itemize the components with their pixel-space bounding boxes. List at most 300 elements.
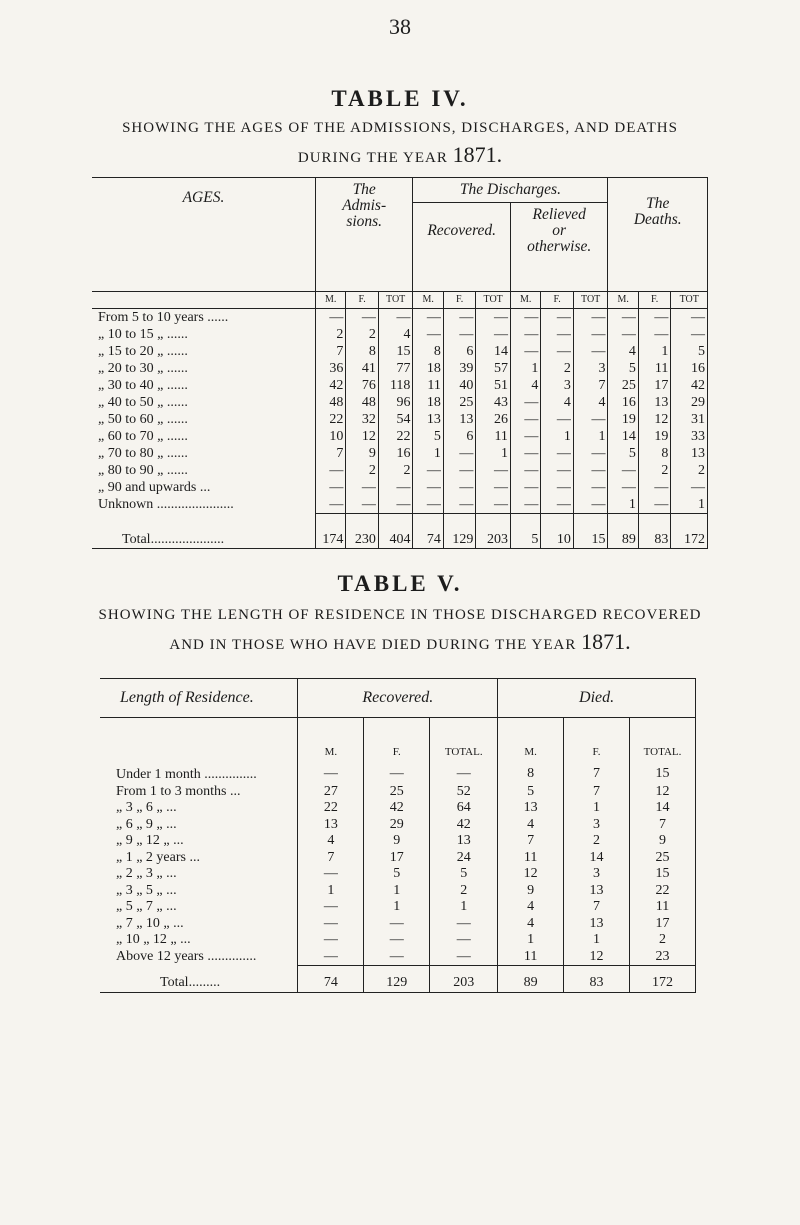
table-cell: 7 <box>315 445 345 462</box>
table-cell: 9 <box>346 445 379 462</box>
table-cell: — <box>573 496 608 514</box>
row-label: From 1 to 3 months ... <box>116 783 241 799</box>
total-cell: 172 <box>671 514 708 549</box>
header-m: M. <box>315 292 345 309</box>
table-cell: — <box>298 765 364 784</box>
table-cell: — <box>608 309 638 327</box>
total-cell: 404 <box>378 514 413 549</box>
table-cell: 14 <box>476 343 511 360</box>
table-cell: — <box>671 309 708 327</box>
table-cell: — <box>573 309 608 327</box>
table-v-title: TABLE V. <box>337 571 463 596</box>
table-cell: 22 <box>298 800 364 817</box>
table-cell: 4 <box>378 326 413 343</box>
header-discharges: The Discharges. <box>413 178 608 203</box>
table-cell: — <box>638 326 671 343</box>
row-label: „ 80 to 90 „ ...... <box>98 463 188 478</box>
table-cell: 22 <box>378 428 413 445</box>
table-cell: 7 <box>573 377 608 394</box>
table-row <box>92 309 708 327</box>
row-label: „ 6 „ 9 „ ... <box>116 816 177 832</box>
total-row <box>100 966 696 993</box>
table-row <box>92 377 708 394</box>
table-cell: 11 <box>413 377 443 394</box>
row-label: From 5 to 10 years ...... <box>98 310 229 325</box>
table-cell: 1 <box>413 445 443 462</box>
table-cell: 13 <box>564 883 630 900</box>
table-cell: 5 <box>608 360 638 377</box>
table-cell: 7 <box>498 833 564 850</box>
table-cell: — <box>573 479 608 496</box>
table-row <box>92 326 708 343</box>
table-cell: — <box>364 949 430 966</box>
table-cell: 4 <box>498 916 564 933</box>
total-cell: 15 <box>573 514 608 549</box>
table-cell: 18 <box>413 360 443 377</box>
table-cell: 9 <box>364 833 430 850</box>
table-cell: — <box>638 479 671 496</box>
table-cell: — <box>378 496 413 514</box>
table-cell: — <box>510 309 540 327</box>
table-cell: 23 <box>630 949 696 966</box>
total-row <box>92 514 708 549</box>
table-cell: — <box>541 462 574 479</box>
table-row <box>92 394 708 411</box>
header-f: F. <box>564 718 630 766</box>
table-cell: 1 <box>541 428 574 445</box>
table-cell: — <box>510 462 540 479</box>
table-cell: 33 <box>671 428 708 445</box>
row-label: „ 9 „ 12 „ ... <box>116 833 184 848</box>
row-label: „ 10 „ 12 „ ... <box>116 932 191 947</box>
residence-table <box>100 678 696 993</box>
table-v-subtitle-line1: SHOWING THE LENGTH OF RESIDENCE IN THOSE DISCHARGED RECOVERED <box>98 607 702 623</box>
table-cell: — <box>573 411 608 428</box>
table-cell: — <box>443 479 476 496</box>
table-cell: — <box>638 309 671 327</box>
table-row <box>92 479 708 496</box>
table-cell: 29 <box>671 394 708 411</box>
table-cell: 48 <box>346 394 379 411</box>
row-label: Unknown ...................... <box>98 497 234 513</box>
table-cell: 7 <box>298 850 364 867</box>
table-cell: 14 <box>630 800 696 817</box>
table-cell: — <box>541 309 574 327</box>
header-admissions-l1: The <box>352 181 376 198</box>
table-cell: — <box>541 343 574 360</box>
table-cell: 2 <box>671 462 708 479</box>
table-cell: 13 <box>564 916 630 933</box>
table-row <box>100 765 696 784</box>
table-cell: 14 <box>564 850 630 867</box>
table-cell: — <box>443 445 476 462</box>
ages-table <box>92 177 708 549</box>
table-cell: — <box>608 479 638 496</box>
total-label: Total..................... <box>92 514 315 549</box>
table-cell: 13 <box>671 445 708 462</box>
table-cell: 16 <box>378 445 413 462</box>
table-cell: 2 <box>346 326 379 343</box>
header-total: TOTAL. <box>430 718 498 766</box>
table-cell: 10 <box>315 428 345 445</box>
table-cell: — <box>430 932 498 949</box>
table-cell: 5 <box>671 343 708 360</box>
table-cell: 15 <box>630 765 696 784</box>
header-tot: TOT <box>378 292 413 309</box>
table-row <box>92 445 708 462</box>
row-label: „ 10 to 15 „ ...... <box>98 327 188 342</box>
table-cell: 39 <box>443 360 476 377</box>
table-cell: 9 <box>630 833 696 850</box>
table-cell: 76 <box>346 377 379 394</box>
table-cell: 57 <box>476 360 511 377</box>
table-cell: 42 <box>315 377 345 394</box>
table-cell: 4 <box>498 899 564 916</box>
table-cell: 1 <box>564 932 630 949</box>
table-cell: — <box>378 309 413 327</box>
total-cell: 89 <box>608 514 638 549</box>
table-cell: — <box>364 765 430 784</box>
table-cell: 13 <box>443 411 476 428</box>
table-row <box>100 883 696 900</box>
table-cell: 29 <box>364 817 430 834</box>
table-row <box>100 817 696 834</box>
table-cell: 42 <box>671 377 708 394</box>
table-cell: 1 <box>564 800 630 817</box>
header-length: Length of Residence. <box>100 679 298 718</box>
table-cell: 4 <box>541 394 574 411</box>
header-deaths-l2: Deaths. <box>633 211 682 228</box>
ages-table-body <box>92 309 708 549</box>
table-cell: — <box>413 309 443 327</box>
table-cell: 4 <box>608 343 638 360</box>
row-label: „ 15 to 20 „ ...... <box>98 344 188 359</box>
table-cell: 5 <box>608 445 638 462</box>
table-cell: 1 <box>638 343 671 360</box>
total-label: Total......... <box>100 966 298 993</box>
table-cell: 2 <box>564 833 630 850</box>
table-cell: — <box>671 326 708 343</box>
table-cell: 13 <box>638 394 671 411</box>
total-cell: 230 <box>346 514 379 549</box>
table-cell: — <box>443 496 476 514</box>
table-cell: — <box>510 479 540 496</box>
table-cell: 1 <box>573 428 608 445</box>
table-cell: 2 <box>346 462 379 479</box>
header-tot: TOT <box>476 292 511 309</box>
table-cell: — <box>315 309 345 327</box>
table-cell: 1 <box>364 883 430 900</box>
row-label: Under 1 month ............... <box>116 767 257 782</box>
table-row <box>92 496 708 514</box>
header-f: F. <box>364 718 430 766</box>
header-relieved-l3: otherwise. <box>527 238 592 255</box>
table-cell: 54 <box>378 411 413 428</box>
table-cell: 64 <box>430 800 498 817</box>
table-cell: 8 <box>346 343 379 360</box>
header-m: M. <box>608 292 638 309</box>
table-cell: 96 <box>378 394 413 411</box>
table-cell: 1 <box>298 883 364 900</box>
table-cell: 17 <box>630 916 696 933</box>
header-relieved-l2: or <box>552 222 567 239</box>
total-cell: 83 <box>564 966 630 993</box>
table-cell: 1 <box>476 445 511 462</box>
table-cell: — <box>430 949 498 966</box>
table-cell: — <box>573 343 608 360</box>
table-cell: 5 <box>430 866 498 883</box>
table-cell: — <box>378 479 413 496</box>
row-label: „ 3 „ 6 „ ... <box>116 800 177 815</box>
table-row <box>92 360 708 377</box>
table-cell: — <box>510 394 540 411</box>
table-cell: 25 <box>630 850 696 867</box>
header-f: F. <box>443 292 476 309</box>
table-row <box>100 833 696 850</box>
table-cell: 2 <box>630 932 696 949</box>
table-cell: 19 <box>638 428 671 445</box>
table-cell: 8 <box>638 445 671 462</box>
table-row <box>92 411 708 428</box>
table-cell: 1 <box>608 496 638 514</box>
header-admissions-l3: sions. <box>346 213 383 230</box>
table-row <box>100 899 696 916</box>
table-cell: 1 <box>498 932 564 949</box>
header-admissions <box>315 178 413 292</box>
table-row <box>100 932 696 949</box>
total-cell: 129 <box>443 514 476 549</box>
total-cell: 5 <box>510 514 540 549</box>
table-cell: 2 <box>430 883 498 900</box>
header-empty <box>92 292 315 309</box>
table-cell: — <box>413 326 443 343</box>
table-iv-subtitle-text: DURING THE YEAR <box>297 150 448 166</box>
row-label: „ 60 to 70 „ ...... <box>98 429 188 444</box>
table-cell: 2 <box>378 462 413 479</box>
table-cell: 9 <box>498 883 564 900</box>
header-total: TOTAL. <box>630 718 696 766</box>
table-cell: — <box>315 462 345 479</box>
table-cell: 7 <box>315 343 345 360</box>
table-row <box>100 866 696 883</box>
table-cell: — <box>541 326 574 343</box>
header-relieved <box>510 203 608 292</box>
table-cell: 12 <box>638 411 671 428</box>
header-m: M. <box>413 292 443 309</box>
row-label: Above 12 years .............. <box>116 948 257 964</box>
table-cell: 6 <box>443 343 476 360</box>
table-cell: 19 <box>608 411 638 428</box>
row-label: „ 1 „ 2 years ... <box>116 849 200 865</box>
table-cell: — <box>298 866 364 883</box>
row-label: „ 40 to 50 „ ...... <box>98 395 188 410</box>
table-cell: 42 <box>430 817 498 834</box>
table-cell: 17 <box>364 850 430 867</box>
table-cell: 27 <box>298 784 364 801</box>
table-cell: 77 <box>378 360 413 377</box>
table-cell: 7 <box>564 784 630 801</box>
table-cell: — <box>541 479 574 496</box>
table-cell: — <box>541 496 574 514</box>
header-relieved-l1: Relieved <box>532 206 586 223</box>
header-f: F. <box>638 292 671 309</box>
table-cell: — <box>510 343 540 360</box>
table-cell: 2 <box>638 462 671 479</box>
table-cell: 31 <box>671 411 708 428</box>
table-cell: — <box>298 916 364 933</box>
row-label: „ 7 „ 10 „ ... <box>116 915 184 931</box>
table-cell: — <box>608 462 638 479</box>
total-cell: 203 <box>476 514 511 549</box>
table-cell: 3 <box>564 817 630 834</box>
table-cell: — <box>510 428 540 445</box>
table-cell: 3 <box>564 866 630 883</box>
residence-table-body <box>100 765 696 992</box>
table-cell: 41 <box>346 360 379 377</box>
total-cell: 74 <box>413 514 443 549</box>
table-cell: 5 <box>413 428 443 445</box>
table-cell: 8 <box>498 765 564 784</box>
table-cell: 40 <box>443 377 476 394</box>
table-cell: — <box>573 445 608 462</box>
table-cell: — <box>510 496 540 514</box>
table-cell: — <box>510 326 540 343</box>
table-cell: 1 <box>364 899 430 916</box>
row-label: „ 5 „ 7 „ ... <box>116 899 177 914</box>
table-cell: 11 <box>630 899 696 916</box>
row-label: „ 70 to 80 „ ...... <box>98 446 188 461</box>
table-v-year: 1871. <box>581 629 631 654</box>
table-cell: — <box>608 326 638 343</box>
table-cell: 7 <box>630 817 696 834</box>
row-label: „ 3 „ 5 „ ... <box>116 882 177 898</box>
table-cell: 32 <box>346 411 379 428</box>
table-cell: 18 <box>413 394 443 411</box>
table-cell: 48 <box>315 394 345 411</box>
table-cell: — <box>671 479 708 496</box>
table-cell: 8 <box>413 343 443 360</box>
table-cell: 13 <box>298 817 364 834</box>
table-cell: 11 <box>498 850 564 867</box>
table-cell: — <box>346 496 379 514</box>
header-empty <box>100 718 298 766</box>
total-cell: 203 <box>430 966 498 993</box>
table-cell: 5 <box>364 866 430 883</box>
table-cell: 4 <box>498 817 564 834</box>
table-cell: 17 <box>638 377 671 394</box>
table-cell: 52 <box>430 784 498 801</box>
table-row <box>100 800 696 817</box>
table-cell: 12 <box>564 949 630 966</box>
header-f: F. <box>346 292 379 309</box>
table-cell: 3 <box>541 377 574 394</box>
table-cell: 16 <box>671 360 708 377</box>
table-cell: — <box>430 916 498 933</box>
table-cell: 42 <box>364 800 430 817</box>
total-cell: 10 <box>541 514 574 549</box>
table-cell: 13 <box>498 800 564 817</box>
table-cell: — <box>541 445 574 462</box>
table-cell: 15 <box>378 343 413 360</box>
page-number: 38 <box>389 14 411 39</box>
table-cell: — <box>476 462 511 479</box>
table-cell: 13 <box>413 411 443 428</box>
table-cell: — <box>346 309 379 327</box>
table-row <box>92 462 708 479</box>
table-cell: — <box>573 326 608 343</box>
table-cell: 43 <box>476 394 511 411</box>
row-label: „ 20 to 30 „ ...... <box>98 361 188 376</box>
header-recovered: Recovered. <box>298 679 498 718</box>
table-cell: 4 <box>573 394 608 411</box>
table-cell: — <box>476 309 511 327</box>
table-cell: — <box>413 479 443 496</box>
total-cell: 174 <box>315 514 345 549</box>
table-row <box>92 343 708 360</box>
table-cell: — <box>298 932 364 949</box>
header-recovered: Recovered. <box>413 203 511 292</box>
table-cell: — <box>476 479 511 496</box>
table-row <box>92 428 708 445</box>
header-m: M. <box>498 718 564 766</box>
table-row <box>100 784 696 801</box>
table-cell: — <box>364 916 430 933</box>
table-iv-year: 1871. <box>452 142 503 167</box>
table-cell: 1 <box>671 496 708 514</box>
row-label: „ 30 to 40 „ ...... <box>98 378 188 393</box>
table-cell: 26 <box>476 411 511 428</box>
table-cell: 1 <box>430 899 498 916</box>
table-cell: 12 <box>498 866 564 883</box>
table-cell: 14 <box>608 428 638 445</box>
table-cell: — <box>298 899 364 916</box>
table-cell: 6 <box>443 428 476 445</box>
table-cell: 11 <box>498 949 564 966</box>
table-cell: — <box>510 445 540 462</box>
table-cell: 12 <box>346 428 379 445</box>
header-deaths <box>608 178 708 292</box>
table-cell: — <box>315 479 345 496</box>
header-m: M. <box>298 718 364 766</box>
table-iv-subtitle-line1: SHOWING THE AGES OF THE ADMISSIONS, DISCHARGES, AND DEATHS <box>122 120 678 136</box>
table-cell: — <box>443 309 476 327</box>
total-cell: 89 <box>498 966 564 993</box>
table-cell: — <box>443 462 476 479</box>
table-cell: 25 <box>364 784 430 801</box>
header-admissions-l2: Admis- <box>342 197 387 214</box>
table-cell: 1 <box>510 360 540 377</box>
table-cell: 16 <box>608 394 638 411</box>
row-label: „ 90 and upwards ... <box>98 480 211 495</box>
table-cell: 22 <box>315 411 345 428</box>
table-cell: 5 <box>498 784 564 801</box>
table-cell: 25 <box>443 394 476 411</box>
table-cell: 2 <box>541 360 574 377</box>
table-cell: 25 <box>608 377 638 394</box>
table-cell: — <box>413 496 443 514</box>
table-cell: 2 <box>315 326 345 343</box>
table-cell: — <box>346 479 379 496</box>
table-cell: — <box>430 765 498 784</box>
header-f: F. <box>541 292 574 309</box>
header-deaths-l1: The <box>646 195 670 212</box>
table-cell: — <box>413 462 443 479</box>
table-iv-title: TABLE IV. <box>331 86 469 111</box>
table-row <box>100 949 696 966</box>
total-cell: 172 <box>630 966 696 993</box>
table-cell: — <box>638 496 671 514</box>
row-label: „ 50 to 60 „ ...... <box>98 412 188 427</box>
